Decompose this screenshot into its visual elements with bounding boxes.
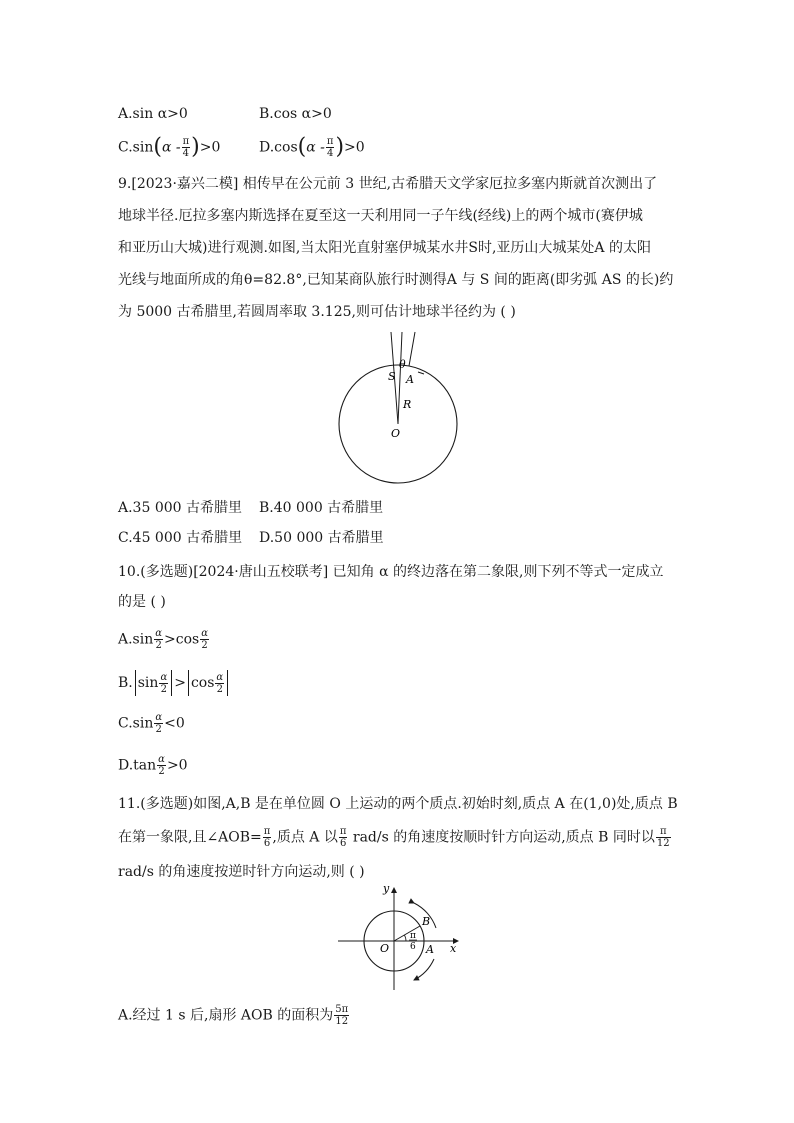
q11-unit-circle-figure [330,880,470,998]
label-theta: θ [399,358,406,371]
q10-option-c: C.sin $\frac{\alpha}{2}$ <0 [118,712,185,735]
q10-line-1: 10.(多选题)[2024·唐山五校联考] 已知角 α 的终边落在第二象限,则下列不等式一定成立 [118,564,664,580]
q8-c-inner: α - [161,139,181,156]
sunray-a [409,332,415,366]
angle-arc [404,935,406,941]
q11-option-a: A.经过 1 s 后,扇形 AOB 的面积为 $\frac{5\pi}{12}$ [118,1004,349,1027]
q11-line-3: rad/s 的角速度按逆时针方向运动,则 ( ) [118,864,365,880]
q8-option-b: B.cos α>0 [259,106,332,122]
q10-option-a: A.sin $\frac{\alpha}{2}$ >cos $\frac{\alpha}{2}$ [118,628,208,651]
label-angle-pi: π [410,931,416,941]
q8-c-prefix: C.sin [118,139,154,156]
q10-line-2: 的是 ( ) [118,594,166,610]
label-x: x [450,942,457,955]
q11-line-2: 在第一象限,且∠AOB= $\frac{\pi}{6}$ ,质点 A 以 $\frac{\pi}{6}$ rad/s 的角速度按顺时针方向运动,质点 B 同时以 $\frac{\pi}{12}$ [118,826,670,849]
label-s: S [388,370,396,383]
q8-option-c: C.sin(α - $\frac{\pi}{4}$ )>0 [118,134,221,160]
label-b: B [422,915,431,928]
q9-earth-figure [330,328,490,488]
q9-line-4: 光线与地面所成的角θ=82.8°,已知某商队旅行时测得A 与 S 间的距离(即劣弧 AS 的长)约 [118,272,674,288]
label-o: O [391,427,401,440]
q9-option-b: B.40 000 古希腊里 [259,500,384,516]
label-y: y [383,882,390,895]
q9-line-5: 为 5000 古希腊里,若圆周率取 3.125,则可估计地球半径约为 ( ) [118,304,516,320]
q10-option-d: D.tan $\frac{\alpha}{2}$ >0 [118,754,188,777]
q8-d-fraction: $\frac{\pi}{4}$ [326,136,334,159]
q10-option-b: B. sin $\frac{\alpha}{2}$ > cos $\frac{\alpha}{2}$ [118,670,230,696]
label-r: R [403,398,412,411]
q8-option-a: A.sin α>0 [118,106,188,122]
q8-d-prefix: D.cos [259,139,298,156]
q11-line-1: 11.(多选题)如图,A,B 是在单位圆 O 上运动的两个质点.初始时刻,质点 A 在(1,0)处,质点 B [118,796,678,812]
tick-mark [418,372,424,374]
q9-option-c: C.45 000 古希腊里 [118,530,243,546]
cw-arrow [414,959,434,980]
q9-line-1: 9.[2023·嘉兴二模] 相传早在公元前 3 世纪,古希腊天文学家厄拉多塞内斯就首次测出了 [118,176,658,192]
label-o: O [380,942,390,955]
q9-option-d: D.50 000 古希腊里 [259,530,384,546]
label-a: A [406,373,414,386]
label-a: A [426,943,434,956]
q8-c-fraction: $\frac{\pi}{4}$ [182,136,190,159]
label-angle-six: 6 [410,942,416,952]
radius-oa [398,332,402,424]
q8-d-inner: α - [306,139,325,156]
q9-line-3: 和亚历山大城)进行观测.如图,当太阳光直射塞伊城某水井S时,亚历山大城某处A 的太阳 [118,240,651,256]
ray-ob [394,926,420,941]
q9-line-2: 地球半径.厄拉多塞内斯选择在夏至这一天利用同一子午线(经线)上的两个城市(赛伊城 [118,208,643,224]
q9-option-a: A.35 000 古希腊里 [118,500,242,516]
q8-option-d: D.cos(α - $\frac{\pi}{4}$ )>0 [259,134,365,160]
